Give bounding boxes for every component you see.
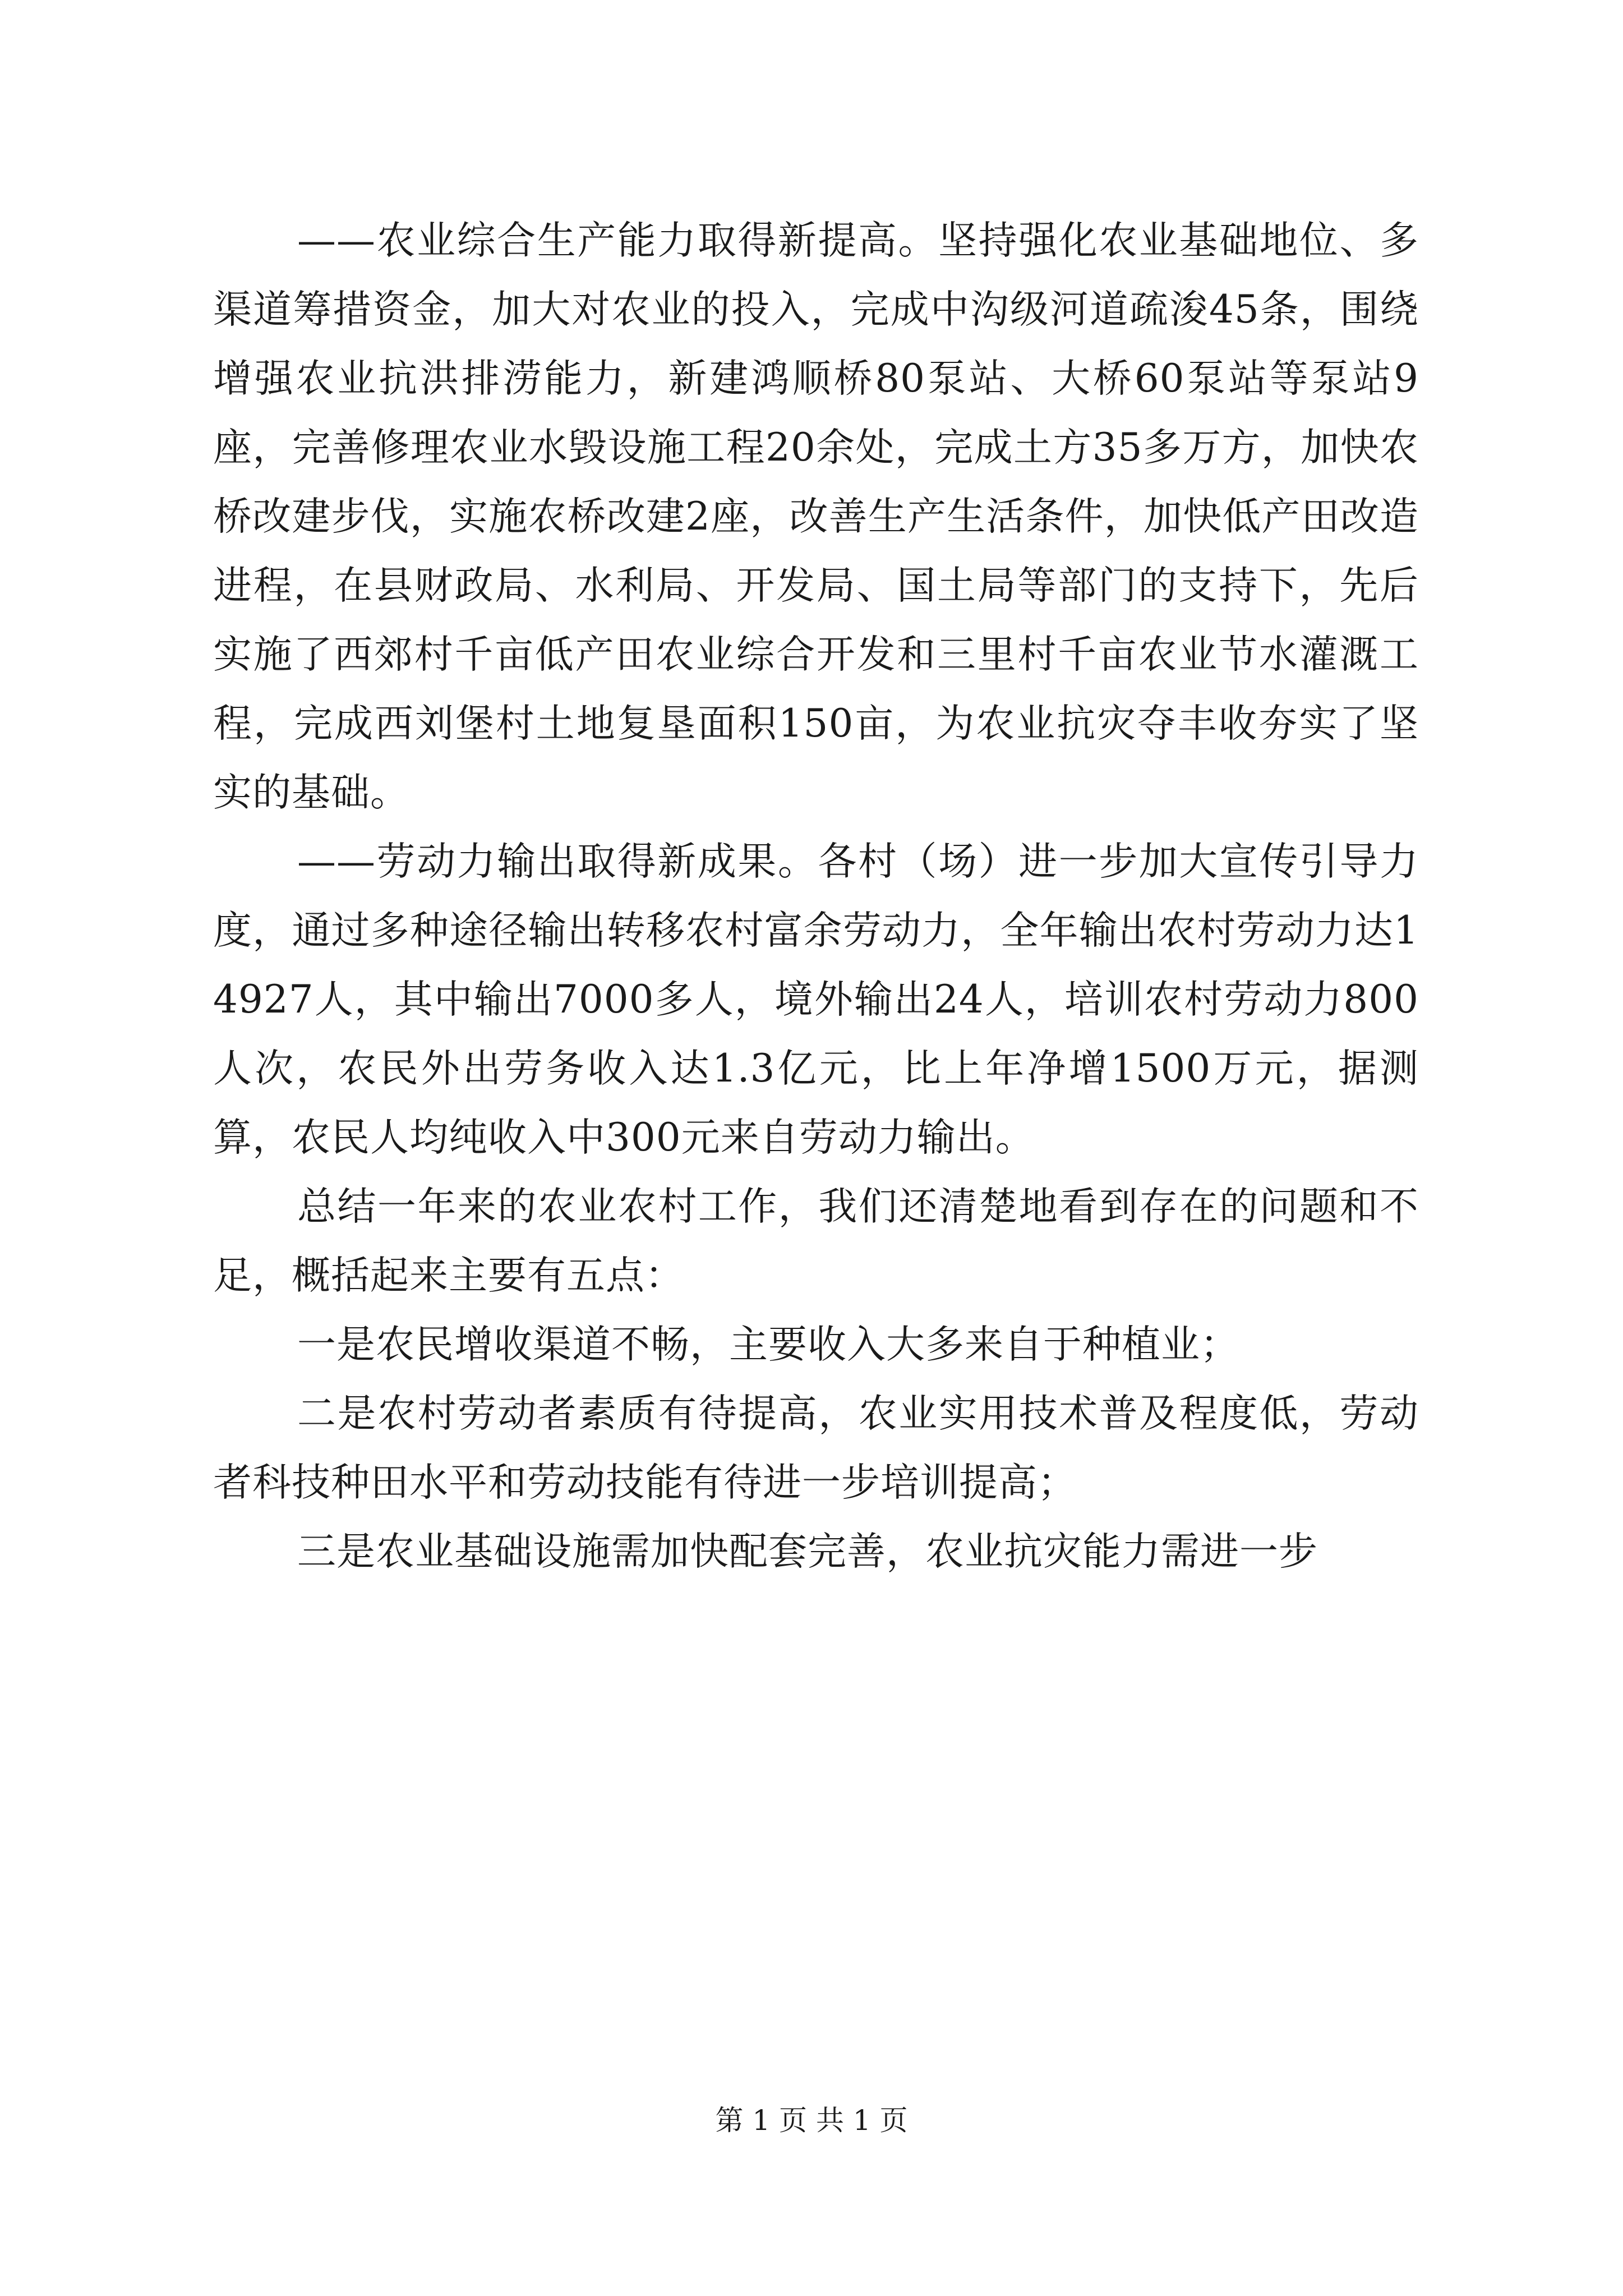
paragraph-problem-three: 三是农业基础设施需加快配套完善，农业抗灾能力需进一步 [297, 1529, 1318, 1574]
body-text [213, 206, 1419, 1586]
paragraph-problem-one: 一是农民增收渠道不畅，主要收入大多来自于种植业； [297, 1322, 1239, 1367]
page-footer: 第 1 页 共 1 页 [715, 2104, 908, 2137]
paragraph-problem-two: 二是农村劳动者素质有待提高，农业实用技术普及程度低，劳动者科技种田水平和劳动技能有待进一步培训提高； [213, 1391, 1419, 1505]
paragraph-summary-problems: 总结一年来的农业农村工作，我们还清楚地看到存在的问题和不足，概括起来主要有五点： [213, 1184, 1419, 1298]
paragraph-agriculture-capacity: ——农业综合生产能力取得新提高。坚持强化农业基础地位、多渠道筹措资金，加大对农业的投入，完成中沟级河道疏浚45条，围绕增强农业抗洪排涝能力，新建鸿顺桥80泵站、大桥60泵站等泵站9座，完善修理农业水毁设施工程20余处，完成土方35多万方，加快农桥改建步伐，实施农桥改建2座，改善生产生活条件，加快低产田改造进程，在县财政局、水利局、开发局、国土局等部门的支持下，先后实施了西郊村千亩低产田农业综合开发和三里村千亩农业节水灌溉工程，完成西刘堡村土地复垦面积150亩，为农业抗灾夺丰收夯实了坚实的基础。 [213, 218, 1419, 815]
paragraph-labor-output: ——劳动力输出取得新成果。各村（场）进一步加大宣传引导力度，通过多种途径输出转移农村富余劳动力，全年输出农村劳动力达14927人，其中输出7000多人，境外输出24人，培训农村劳动力800人次，农民外出劳务收入达1.3亿元，比上年净增1500万元，据测算，农民人均纯收入中300元来自劳动力输出。 [213, 839, 1419, 1160]
